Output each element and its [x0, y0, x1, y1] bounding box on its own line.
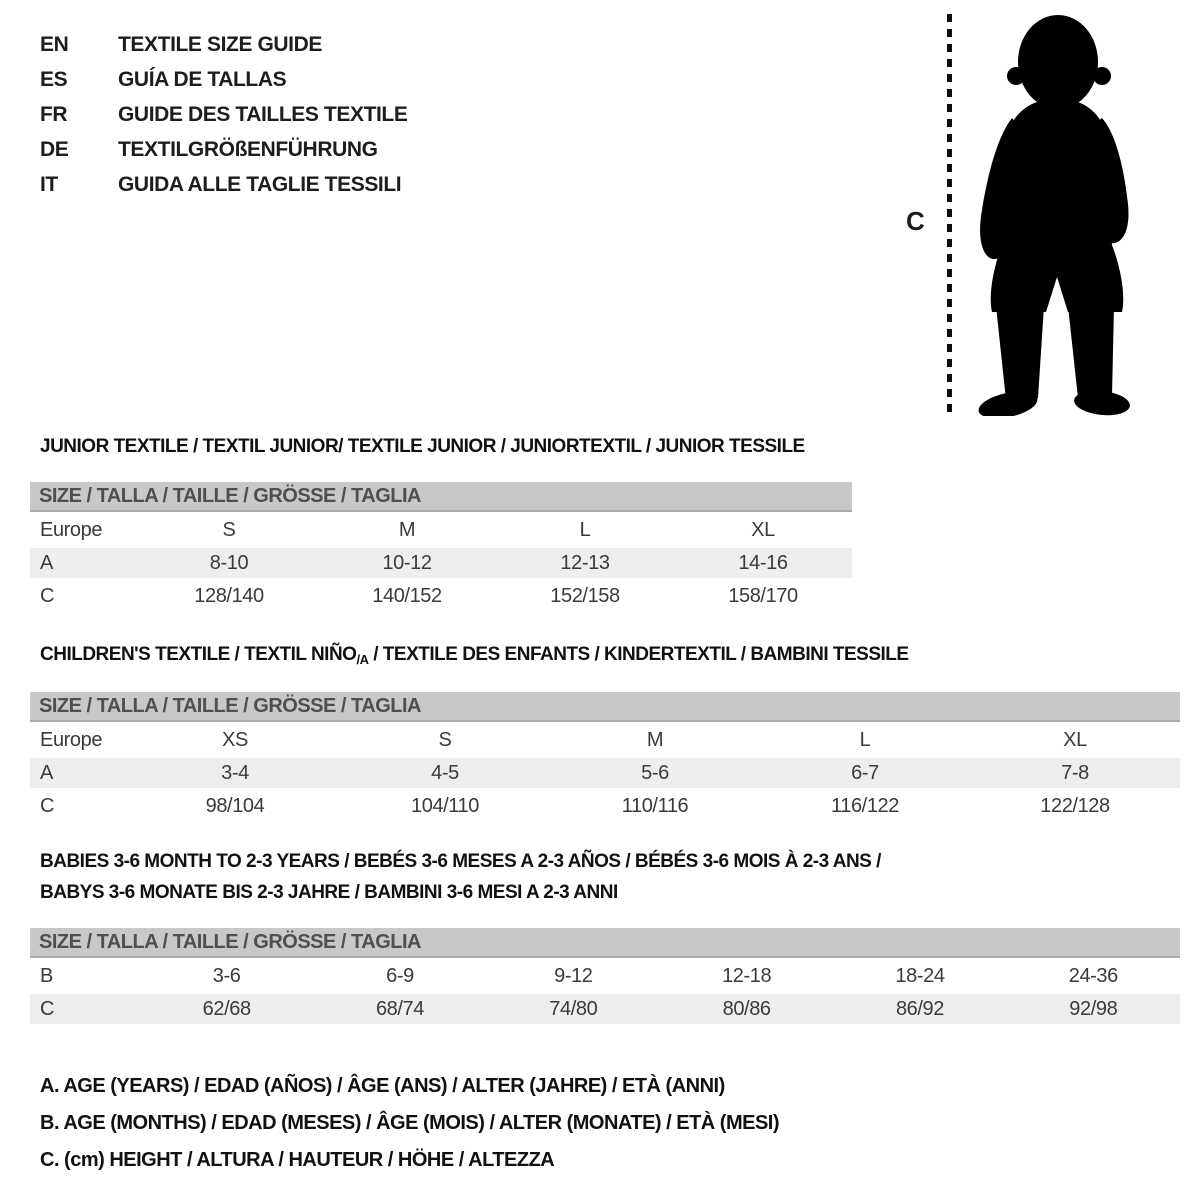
language-code: EN — [40, 32, 69, 56]
age-cell: 8-10 — [209, 551, 249, 574]
size-cell: S — [438, 728, 452, 751]
size-cell: L — [579, 518, 591, 541]
babies-heading-line2: BABYS 3-6 MONATE BIS 2-3 JAHRE / BAMBINI 3-6 MESI A 2-3 ANNI — [40, 882, 618, 903]
size-cell: S — [222, 518, 236, 541]
language-title-block — [40, 27, 407, 202]
guide-title-es: GUÍA DE TALLAS — [118, 67, 287, 91]
row-label: C — [40, 584, 55, 607]
months-cell: 6-9 — [386, 964, 414, 987]
children-row-europe — [30, 725, 1180, 755]
size-cell: M — [646, 728, 664, 751]
children-size-bar: SIZE / TALLA / TAILLE / GRÖSSE / TAGLIA — [30, 692, 1180, 722]
children-row-height — [30, 791, 1180, 821]
junior-row-height — [30, 581, 852, 611]
height-cell: 92/98 — [1069, 997, 1118, 1020]
junior-size-bar: SIZE / TALLA / TAILLE / GRÖSSE / TAGLIA — [30, 482, 852, 512]
height-cell: 104/110 — [410, 794, 479, 817]
row-label: B — [40, 964, 53, 987]
size-cell: M — [398, 518, 416, 541]
language-row-es — [40, 62, 407, 97]
junior-section-heading: JUNIOR TEXTILE / TEXTIL JUNIOR/ TEXTILE JUNIOR / JUNIORTEXTIL / JUNIOR TESSILE — [40, 436, 805, 457]
language-code: DE — [40, 137, 69, 161]
age-cell: 12-13 — [560, 551, 610, 574]
language-code: FR — [40, 102, 68, 126]
height-cell: 86/92 — [895, 997, 944, 1020]
row-label: C — [40, 794, 55, 817]
height-cell: 62/68 — [202, 997, 251, 1020]
children-section-heading — [40, 644, 909, 667]
row-label: Europe — [40, 728, 103, 751]
age-cell: 7-8 — [1061, 761, 1089, 784]
age-cell: 14-16 — [738, 551, 788, 574]
months-cell: 18-24 — [895, 964, 945, 987]
height-measure-label: C — [906, 206, 925, 236]
footnote-c: C. (cm) HEIGHT / ALTURA / HAUTEUR / HÖHE / ALTEZZA — [40, 1149, 555, 1171]
height-cell: 74/80 — [549, 997, 598, 1020]
height-cell: 158/170 — [728, 584, 798, 607]
junior-size-table — [30, 482, 852, 611]
height-cell: 128/140 — [194, 584, 264, 607]
children-heading-suffix: / TEXTILE DES ENFANTS / KINDERTEXTIL / BAMBINI TESSILE — [368, 644, 909, 665]
babies-heading-line1: BABIES 3-6 MONTH TO 2-3 YEARS / BEBÉS 3-6 MESES A 2-3 AÑOS / BÉBÉS 3-6 MOIS À 2-3 ANS / — [40, 851, 881, 872]
row-label: A — [40, 551, 53, 574]
babies-row-months — [30, 961, 1180, 991]
footnote-b: B. AGE (MONTHS) / EDAD (MESES) / ÂGE (MOIS) / ALTER (MONATE) / ETÀ (MESI) — [40, 1112, 780, 1134]
size-cell: L — [859, 728, 871, 751]
row-label: C — [40, 997, 55, 1020]
language-row-fr — [40, 97, 407, 132]
height-cell: 152/158 — [550, 584, 620, 607]
junior-row-age — [30, 548, 852, 578]
language-row-en — [40, 27, 407, 62]
babies-size-bar: SIZE / TALLA / TAILLE / GRÖSSE / TAGLIA — [30, 928, 1180, 958]
guide-title-it: GUIDA ALLE TAGLIE TESSILI — [118, 172, 402, 196]
height-cell: 140/152 — [372, 584, 442, 607]
guide-title-de: TEXTILGRÖßENFÜHRUNG — [118, 137, 378, 161]
age-cell: 5-6 — [641, 761, 669, 784]
guide-title-en: TEXTILE SIZE GUIDE — [118, 32, 322, 56]
months-cell: 24-36 — [1068, 964, 1118, 987]
language-code: IT — [40, 172, 58, 196]
row-label: A — [40, 761, 53, 784]
babies-row-height — [30, 994, 1180, 1024]
baby-silhouette-icon — [962, 12, 1140, 416]
legend-footnotes — [40, 1068, 779, 1179]
height-dashed-line — [947, 14, 952, 418]
age-cell: 4-5 — [431, 761, 459, 784]
babies-section-heading — [40, 846, 881, 908]
height-cell: 98/104 — [205, 794, 265, 817]
children-heading-sub: /A — [356, 652, 369, 667]
age-cell: 6-7 — [851, 761, 879, 784]
height-cell: 68/74 — [375, 997, 425, 1020]
babies-size-table — [30, 928, 1180, 1024]
height-cell: 122/128 — [1040, 794, 1110, 817]
guide-title-fr: GUIDE DES TAILLES TEXTILE — [118, 102, 408, 126]
age-cell: 10-12 — [382, 551, 432, 574]
months-cell: 9-12 — [554, 964, 593, 987]
height-cell: 116/122 — [830, 794, 899, 817]
children-heading-prefix: CHILDREN'S TEXTILE / TEXTIL NIÑO — [40, 644, 357, 665]
footnote-a: A. AGE (YEARS) / EDAD (AÑOS) / ÂGE (ANS) / ALTER (JAHRE) / ETÀ (ANNI) — [40, 1075, 725, 1097]
months-cell: 12-18 — [722, 964, 772, 987]
age-cell: 3-4 — [221, 761, 249, 784]
height-cell: 110/116 — [621, 794, 689, 817]
children-row-age — [30, 758, 1180, 788]
children-size-table — [30, 692, 1180, 821]
size-cell: XL — [751, 518, 775, 541]
junior-row-europe — [30, 515, 852, 545]
months-cell: 3-6 — [212, 964, 241, 987]
row-label: Europe — [40, 518, 103, 541]
language-row-de — [40, 132, 407, 167]
language-row-it — [40, 167, 407, 202]
height-cell: 80/86 — [722, 997, 771, 1020]
size-cell: XL — [1063, 728, 1087, 751]
size-cell: XS — [222, 728, 248, 751]
language-code: ES — [40, 67, 68, 91]
